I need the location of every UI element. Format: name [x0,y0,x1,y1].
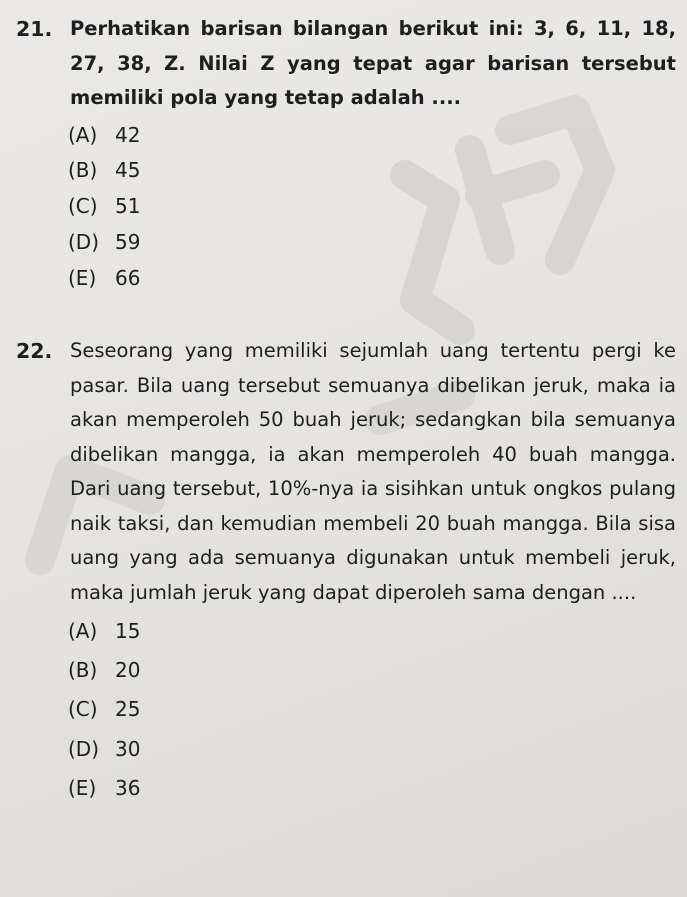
question-number: 22. [16,339,53,363]
option-value: 51 [115,194,141,219]
option-value: 30 [115,736,141,761]
option-value: 66 [115,265,141,290]
option-a[interactable] [68,612,676,651]
option-b[interactable] [68,651,676,690]
option-e[interactable] [68,261,676,297]
option-value: 15 [115,619,141,643]
option-label: (B) [68,658,98,683]
option-label: (C) [68,697,98,722]
option-label: (E) [68,265,97,290]
option-value: 42 [115,122,141,147]
option-label: (D) [68,229,100,254]
question-number: 21. [16,17,53,41]
answer-options [68,118,676,297]
option-c[interactable] [68,189,676,225]
option-value: 25 [115,697,141,722]
option-b[interactable] [68,153,676,189]
question-text: Perhatikan barisan bilangan berikut ini: 3, 6, 11, 18, 27, 38, Z. Nilai Z yang tepat agar barisan tersebut memiliki pola yang tetap adalah .... [70,17,676,109]
answer-options [68,612,676,808]
option-a[interactable] [68,118,676,154]
option-label: (E) [68,775,97,800]
option-label: (C) [68,194,98,219]
option-label: (D) [68,736,100,761]
option-e[interactable] [68,769,676,808]
question-text: Seseorang yang memiliki sejumlah uang tertentu pergi ke pasar. Bila uang tersebut semuanya dibelikan jeruk, maka ia akan memperoleh 50 buah jeruk; sedangkan bila semuanya dibelikan mangga, ia akan memperoleh 40 buah mangga. Dari uang tersebut, 10%-nya ia sisihkan untuk ongkos pulang naik taksi, dan kemudian membeli 20 buah mangga. Bila sisa uang yang ada semuanya digunakan untuk membeli jeruk, maka jumlah jeruk yang dapat diperoleh sama dengan .... [70,339,676,604]
option-value: 45 [115,158,141,183]
option-d[interactable] [68,730,676,769]
option-label: (B) [68,158,98,183]
option-label: (A) [68,619,98,643]
option-label: (A) [68,122,98,147]
option-value: 59 [115,229,141,254]
question-22 [16,334,676,808]
option-d[interactable] [68,225,676,261]
question-21 [16,12,676,296]
option-value: 20 [115,658,141,683]
option-value: 36 [115,775,141,800]
option-c[interactable] [68,690,676,729]
